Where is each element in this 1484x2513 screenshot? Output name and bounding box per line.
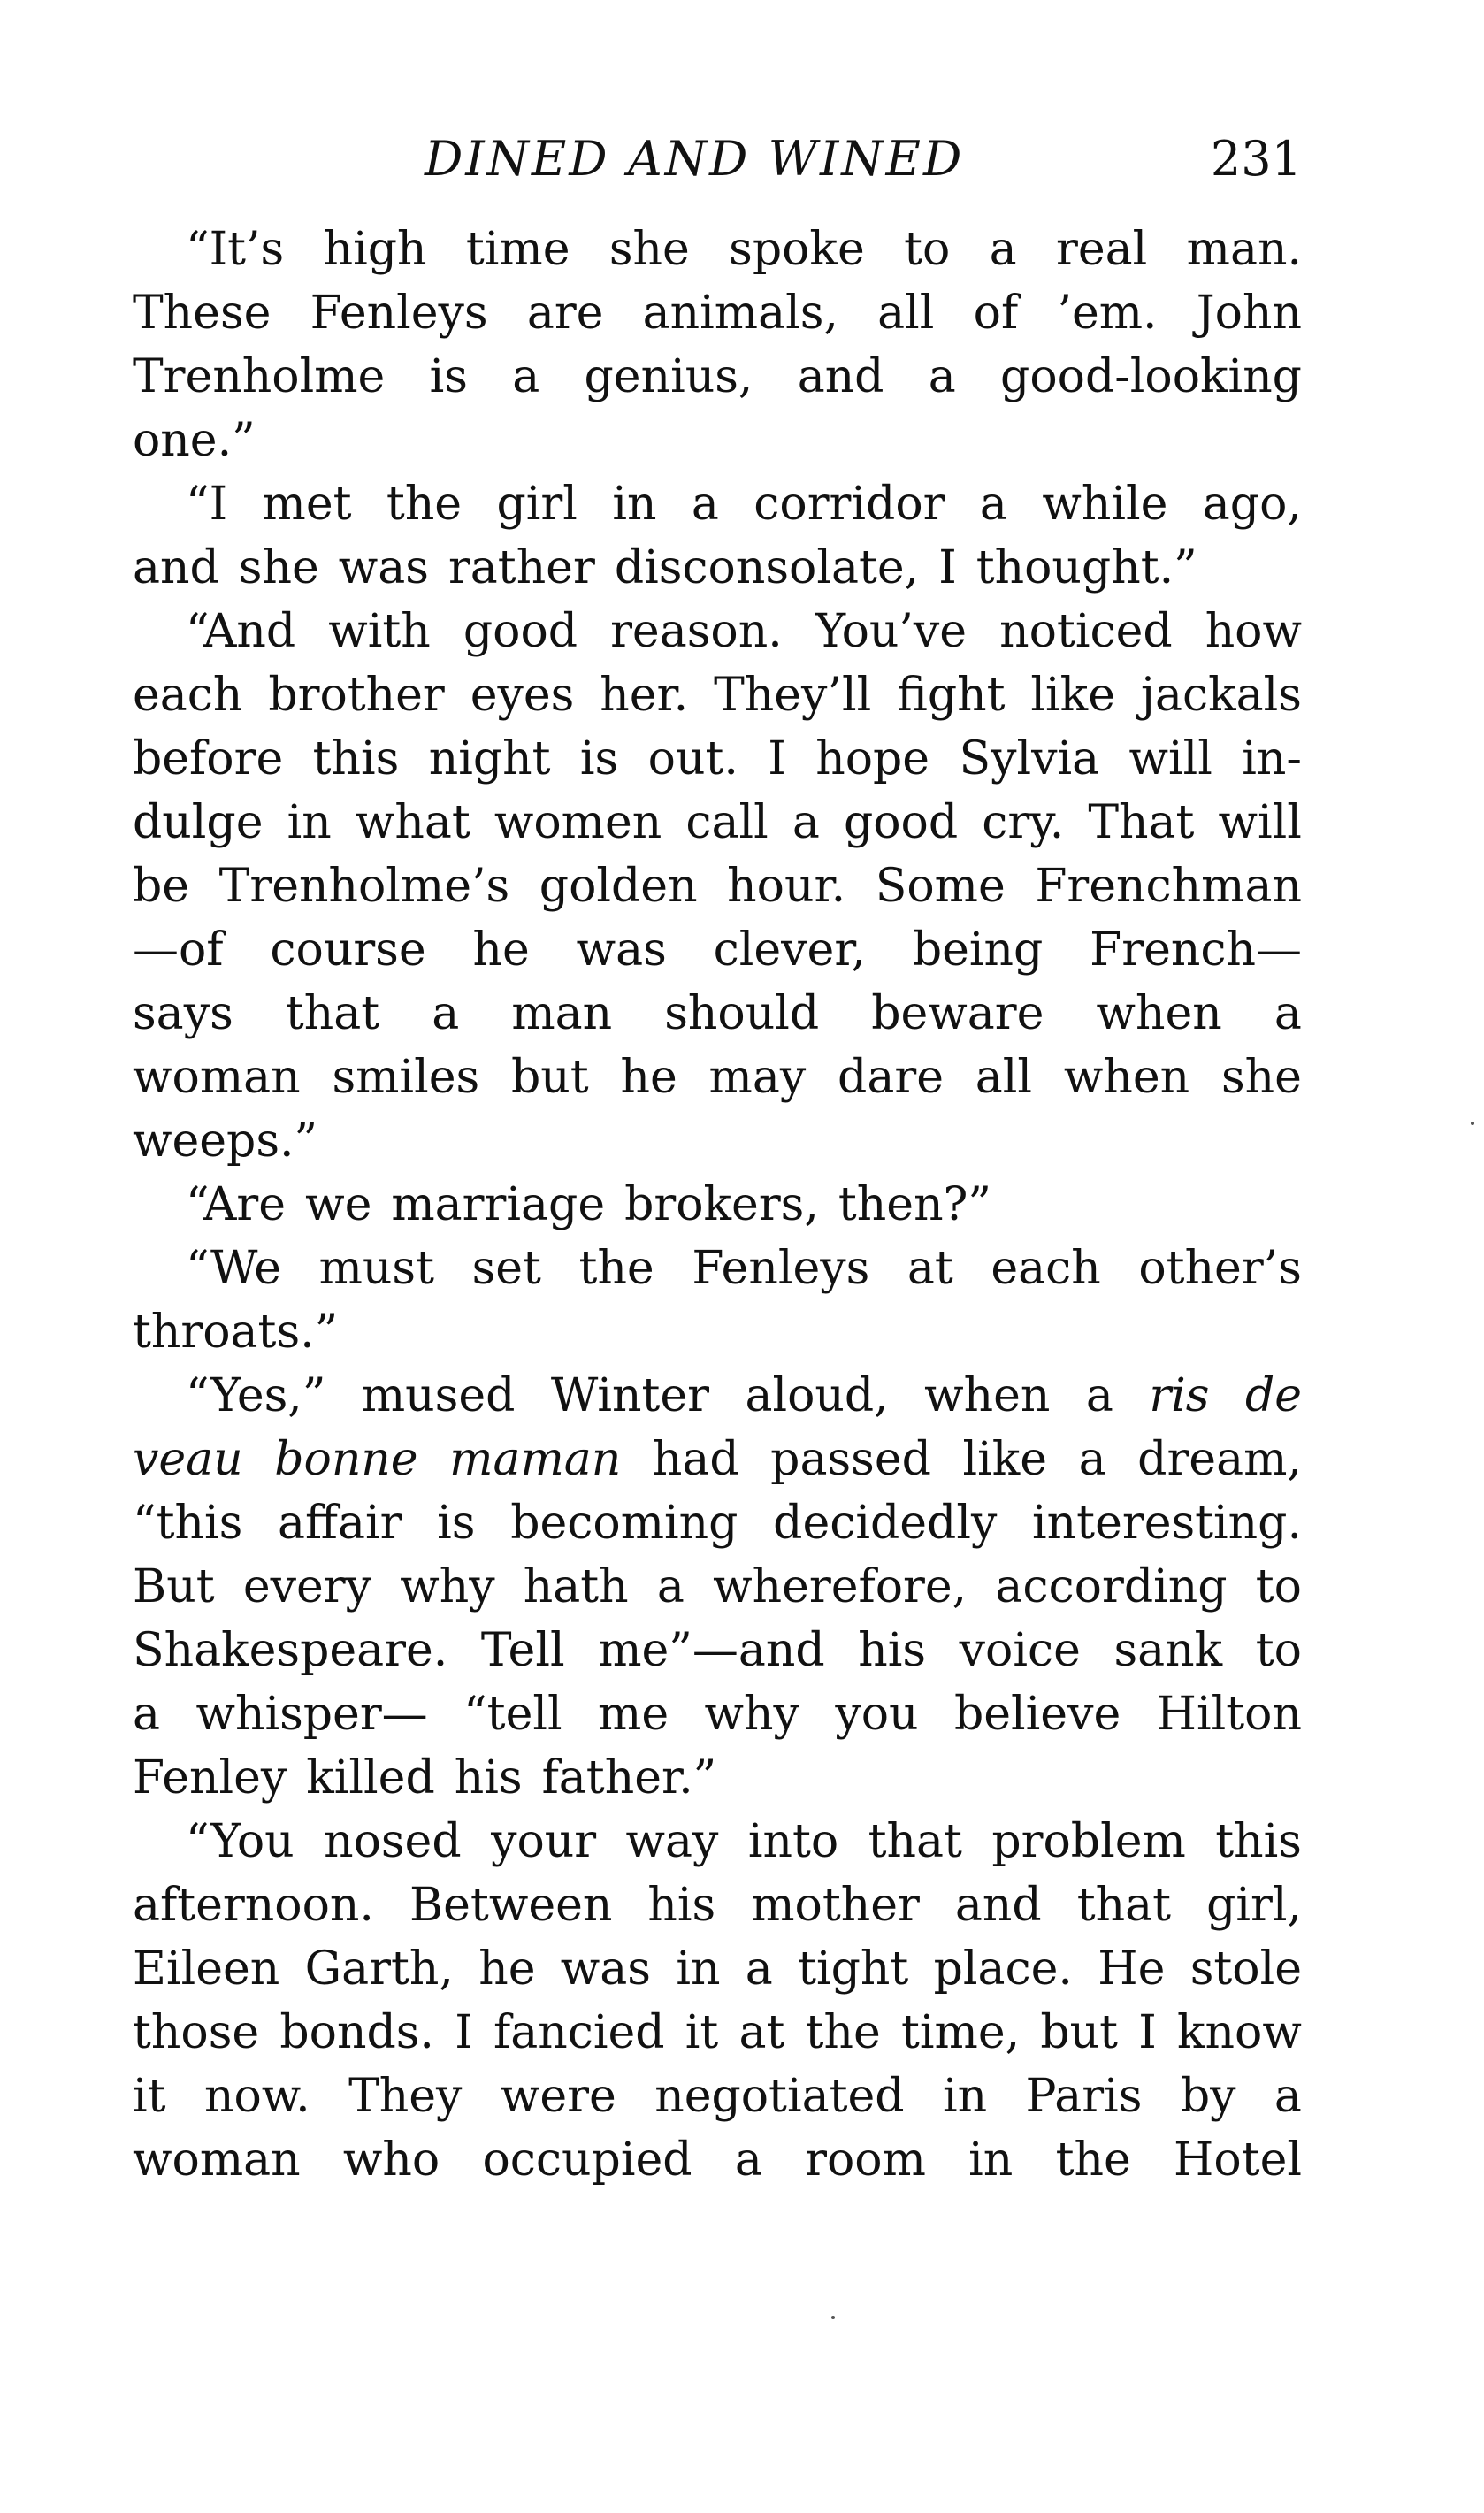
word: that: [1076, 1879, 1172, 1932]
word: But: [133, 1560, 215, 1613]
word: Fenley: [133, 1751, 287, 1804]
word: weeps.”: [133, 1115, 318, 1168]
word: good: [843, 796, 959, 849]
word: will: [1128, 732, 1212, 785]
word: spoke: [729, 223, 865, 276]
word: time: [465, 223, 570, 276]
text-line: [133, 2065, 1302, 2128]
word: she: [608, 223, 690, 276]
word: That: [1088, 796, 1195, 849]
word: we: [305, 1178, 372, 1231]
word: throats.”: [133, 1306, 339, 1359]
italic-word: bonne: [274, 1433, 418, 1486]
word: Frenchman: [1035, 860, 1302, 913]
word: the: [578, 1242, 654, 1295]
word: becoming: [510, 1497, 738, 1550]
word: a: [691, 478, 719, 531]
word: you: [835, 1688, 919, 1741]
running-head: [133, 124, 1302, 195]
word: Eileen: [133, 1942, 280, 1996]
page-number: 231: [1210, 131, 1302, 187]
word: thought.”: [975, 541, 1197, 594]
word: stole: [1189, 1942, 1302, 1996]
word: wherefore,: [713, 1560, 968, 1613]
text-line: [133, 1428, 1302, 1491]
word: smiles: [332, 1051, 480, 1104]
word: call: [685, 796, 769, 849]
word: a: [432, 987, 460, 1040]
text-line: [133, 2128, 1302, 2192]
word: Hotel: [1174, 2134, 1302, 2187]
word: to: [1255, 1560, 1302, 1613]
word: to: [904, 223, 951, 276]
text-line: [133, 2001, 1302, 2065]
word: I: [455, 2006, 473, 2059]
word: how: [1205, 605, 1302, 658]
word: Paris: [1025, 2070, 1143, 2123]
word: in: [612, 478, 657, 531]
text-line: [133, 1937, 1302, 2001]
word: other’s: [1138, 1242, 1302, 1295]
word: a: [745, 1942, 773, 1996]
word: girl: [496, 478, 578, 531]
word: eyes: [470, 669, 575, 722]
word: marriage: [391, 1178, 606, 1231]
word: should: [664, 987, 820, 1040]
word: must: [318, 1242, 434, 1295]
word: according: [995, 1560, 1228, 1613]
word: but: [1040, 2006, 1119, 2059]
word: hath: [523, 1560, 629, 1613]
word: one.”: [133, 414, 256, 467]
word: in: [968, 2134, 1014, 2187]
word: this: [1215, 1815, 1302, 1868]
word: was: [576, 923, 667, 977]
word: French—: [1090, 923, 1302, 977]
word: “tell: [463, 1688, 562, 1741]
word: that: [868, 1815, 962, 1868]
word: women: [493, 796, 662, 849]
word: Trenholme’s: [218, 860, 510, 913]
word: is: [429, 350, 468, 403]
word: sank: [1113, 1624, 1223, 1677]
word: out.: [647, 732, 738, 785]
word: hope: [815, 732, 930, 785]
word: way: [625, 1815, 719, 1868]
word: set: [471, 1242, 541, 1295]
word: who: [342, 2134, 440, 2187]
word: They’ll: [714, 669, 872, 722]
word: why: [400, 1560, 495, 1613]
word: genius,: [584, 350, 753, 403]
word: his: [858, 1624, 927, 1677]
word: what: [355, 796, 470, 849]
word: in: [287, 796, 332, 849]
word: a: [792, 796, 820, 849]
word: bonds.: [279, 2006, 434, 2059]
text-line: [133, 1555, 1302, 1619]
word: may: [708, 1051, 807, 1104]
text-line: [133, 854, 1302, 918]
word: man.: [1186, 223, 1302, 276]
word: dare: [838, 1051, 944, 1104]
word: is: [579, 732, 619, 785]
word: mused: [361, 1369, 516, 1422]
speck-mark: [831, 2316, 835, 2319]
word: when: [1096, 987, 1222, 1040]
text-line: [133, 472, 1302, 536]
word: mother: [751, 1879, 920, 1932]
word: a: [979, 478, 1007, 531]
word: a: [1078, 1433, 1106, 1486]
word: being: [912, 923, 1044, 977]
word: animals,: [642, 287, 838, 340]
word: a: [1274, 987, 1302, 1040]
word: the: [1055, 2134, 1131, 2187]
text-line: [133, 600, 1302, 663]
word: a: [512, 350, 540, 403]
word: a: [1274, 2070, 1302, 2123]
text-line: [133, 663, 1302, 727]
word: every: [242, 1560, 371, 1613]
word: is: [437, 1497, 476, 1550]
word: jackals: [1140, 669, 1302, 722]
word: time,: [901, 2006, 1021, 2059]
word: met: [262, 478, 352, 531]
word: his: [647, 1879, 716, 1932]
word: beware: [871, 987, 1044, 1040]
word: Some: [875, 860, 1006, 913]
word: of: [973, 287, 1019, 340]
word: passed: [770, 1433, 931, 1486]
word: Garth,: [304, 1942, 454, 1996]
word: each: [133, 669, 243, 722]
text-line: [133, 982, 1302, 1046]
italic-word: de: [1244, 1369, 1302, 1422]
word: and: [954, 1879, 1042, 1932]
word: it: [685, 2006, 719, 2059]
word: when: [924, 1369, 1051, 1422]
word: in: [676, 1942, 721, 1996]
text-line: [133, 281, 1302, 345]
word: now.: [203, 2070, 310, 2123]
word: in-: [1242, 732, 1302, 785]
text-line: [133, 1810, 1302, 1873]
italic-word: ris: [1149, 1369, 1210, 1422]
word: “You: [186, 1815, 295, 1868]
word: to: [1255, 1624, 1302, 1677]
word: ago,: [1202, 478, 1302, 531]
speck-mark: [1471, 1122, 1474, 1125]
word: she: [1220, 1051, 1302, 1104]
word: room: [805, 2134, 926, 2187]
word: a: [734, 2134, 762, 2187]
text-line: [133, 218, 1302, 281]
word: were: [500, 2070, 616, 2123]
word: like: [1030, 669, 1115, 722]
text-line: [133, 1237, 1302, 1300]
word: Sylvia: [959, 732, 1100, 785]
word: decidedly: [773, 1497, 998, 1550]
text-line: [133, 1046, 1302, 1109]
text-line: [133, 1619, 1302, 1682]
word: each: [991, 1242, 1101, 1295]
word: I: [768, 732, 786, 785]
body-text: [133, 218, 1302, 2192]
word: then?”: [838, 1178, 992, 1231]
word: all: [877, 287, 935, 340]
word: “We: [186, 1242, 282, 1295]
word: know: [1177, 2006, 1302, 2059]
word: a: [928, 350, 956, 403]
word: disconsolate,: [614, 541, 920, 594]
word: afternoon.: [133, 1879, 374, 1932]
word: girl,: [1206, 1879, 1302, 1932]
word: affair: [278, 1497, 402, 1550]
word: Tell: [480, 1624, 565, 1677]
word: at: [906, 1242, 953, 1295]
word: fancied: [493, 2006, 665, 2059]
word: I: [938, 541, 957, 594]
word: he: [620, 1051, 677, 1104]
word: be: [133, 860, 190, 913]
word: noticed: [999, 605, 1173, 658]
text-line: [133, 918, 1302, 982]
word: reason.: [610, 605, 783, 658]
word: aloud,: [745, 1369, 889, 1422]
word: golden: [539, 860, 698, 913]
word: her.: [600, 669, 689, 722]
word: Hilton: [1156, 1688, 1302, 1741]
word: problem: [991, 1815, 1186, 1868]
word: “And: [186, 605, 296, 658]
word: hour.: [727, 860, 846, 913]
running-title: DINED AND WINED: [425, 131, 965, 187]
text-line: [133, 409, 1302, 472]
word: that: [285, 987, 380, 1040]
word: voice: [959, 1624, 1081, 1677]
word: place.: [933, 1942, 1073, 1996]
word: will: [1218, 796, 1302, 849]
word: You’ve: [815, 605, 968, 658]
word: your: [491, 1815, 597, 1868]
text-line: [133, 1300, 1302, 1364]
word: the: [386, 478, 463, 531]
word: are: [526, 287, 604, 340]
word: but: [510, 1051, 589, 1104]
word: Winter: [550, 1369, 710, 1422]
text-line: [133, 1873, 1302, 1937]
word: father.”: [541, 1751, 717, 1804]
word: high: [323, 223, 427, 276]
text-line: [133, 1682, 1302, 1746]
text-line: [133, 345, 1302, 409]
italic-word: maman: [449, 1433, 622, 1486]
text-line: [133, 536, 1302, 600]
word: occupied: [482, 2134, 692, 2187]
word: says: [133, 987, 233, 1040]
word: and: [133, 541, 219, 594]
text-line: [133, 1491, 1302, 1555]
word: real: [1056, 223, 1148, 276]
word: woman: [133, 1051, 301, 1104]
word: he: [478, 1942, 536, 1996]
word: nosed: [324, 1815, 462, 1868]
word: and: [797, 350, 884, 403]
word: while: [1042, 478, 1168, 531]
word: clever,: [713, 923, 867, 977]
word: man: [511, 987, 613, 1040]
word: “It’s: [186, 223, 285, 276]
word: good: [463, 605, 578, 658]
text-line: [133, 1364, 1302, 1428]
text-line: [133, 1109, 1302, 1173]
word: at: [738, 2006, 785, 2059]
word: interesting.: [1032, 1497, 1302, 1550]
word: dulge: [133, 796, 264, 849]
word: all: [975, 1051, 1033, 1104]
word: fight: [897, 669, 1006, 722]
word: “this: [133, 1497, 243, 1550]
word: negotiated: [654, 2070, 905, 2123]
word: good-looking: [1000, 350, 1302, 403]
word: was: [338, 541, 429, 594]
word: Shakespeare.: [133, 1624, 448, 1677]
word: believe: [953, 1688, 1121, 1741]
word: “I: [186, 478, 228, 531]
word: night: [428, 732, 551, 785]
word: a: [989, 223, 1017, 276]
word: in: [942, 2070, 988, 2123]
word: corridor: [753, 478, 945, 531]
word: rather: [447, 541, 595, 594]
word: Fenleys: [692, 1242, 870, 1295]
word: course: [270, 923, 426, 977]
word: Fenleys: [310, 287, 488, 340]
word: me: [598, 1688, 669, 1741]
word: —of: [133, 923, 224, 977]
text-line: [133, 1173, 1302, 1237]
word: John: [1196, 287, 1302, 340]
italic-word: veau: [133, 1433, 243, 1486]
word: had: [652, 1433, 739, 1486]
word: brother: [268, 669, 445, 722]
word: into: [747, 1815, 839, 1868]
word: whisper—: [195, 1688, 428, 1741]
word: before: [133, 732, 284, 785]
word: a: [1085, 1369, 1113, 1422]
word: “Yes,”: [186, 1369, 326, 1422]
word: woman: [133, 2134, 301, 2187]
word: it: [133, 2070, 166, 2123]
text-line: [133, 727, 1302, 791]
word: ’em.: [1057, 287, 1158, 340]
word: this: [312, 732, 400, 785]
word: a: [656, 1560, 685, 1613]
word: They: [348, 2070, 463, 2123]
word: with: [328, 605, 431, 658]
word: when: [1063, 1051, 1190, 1104]
word: These: [133, 287, 272, 340]
word: a: [133, 1688, 161, 1741]
word: was: [560, 1942, 651, 1996]
word: he: [472, 923, 530, 977]
word: tight: [798, 1942, 909, 1996]
word: his: [454, 1751, 523, 1804]
word: why: [704, 1688, 799, 1741]
word: Between: [409, 1879, 613, 1932]
word: those: [133, 2006, 260, 2059]
word: killed: [306, 1751, 435, 1804]
word: Trenholme: [133, 350, 386, 403]
word: me”—and: [598, 1624, 825, 1677]
word: dream,: [1137, 1433, 1302, 1486]
text-line: [133, 1746, 1302, 1810]
word: cry.: [982, 796, 1065, 849]
word: she: [238, 541, 319, 594]
word: brokers,: [624, 1178, 819, 1231]
text-line: [133, 791, 1302, 854]
word: by: [1180, 2070, 1236, 2123]
word: the: [805, 2006, 881, 2059]
word: “Are: [186, 1178, 287, 1231]
word: I: [1138, 2006, 1157, 2059]
word: like: [962, 1433, 1048, 1486]
word: He: [1098, 1942, 1166, 1996]
